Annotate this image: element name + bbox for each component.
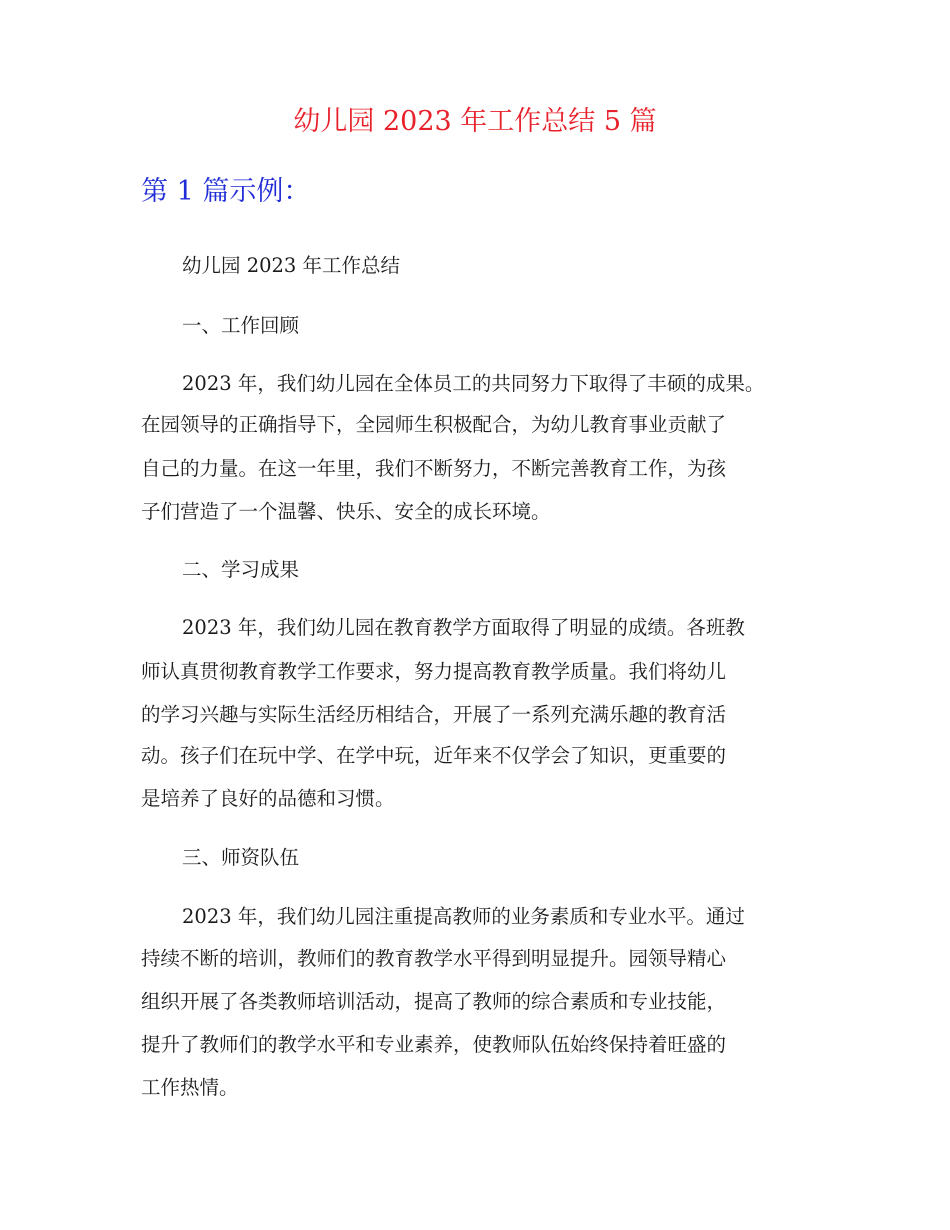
paragraph-line: 2023 年，我们幼儿园注重提高教师的业务素质和专业水平。通过 — [182, 905, 745, 928]
paragraph-line: 师认真贯彻教育教学工作要求，努力提高教育教学质量。我们将幼儿 — [141, 660, 727, 683]
section-heading: 二、学习成果 — [182, 558, 300, 581]
example-heading: 第 1 篇示例： — [141, 176, 311, 207]
paragraph-line: 自己的力量。在这一年里，我们不断努力，不断完善教育工作，为孩 — [141, 457, 727, 480]
paragraph-line: 持续不断的培训，教师们的教育教学水平得到明显提升。园领导精心 — [141, 947, 727, 970]
paragraph-line: 2023 年，我们幼儿园在全体员工的共同努力下取得了丰硕的成果。 — [182, 372, 765, 395]
section-heading: 三、师资队伍 — [182, 846, 300, 869]
summary-subtitle: 幼儿园 2023 年工作总结 — [182, 254, 401, 277]
paragraph-line: 2023 年，我们幼儿园在教育教学方面取得了明显的成绩。各班教 — [182, 616, 745, 639]
paragraph-line: 子们营造了一个温馨、快乐、安全的成长环境。 — [141, 500, 551, 523]
paragraph-line: 提升了教师们的教学水平和专业素养，使教师队伍始终保持着旺盛的 — [141, 1033, 727, 1056]
paragraph-line: 的学习兴趣与实际生活经历相结合，开展了一系列充满乐趣的教育活 — [141, 703, 727, 726]
paragraph-line: 在园领导的正确指导下，全园师生积极配合，为幼儿教育事业贡献了 — [141, 413, 727, 436]
paragraph-line: 组织开展了各类教师培训活动，提高了教师的综合素质和专业技能， — [141, 990, 727, 1013]
paragraph-line: 是培养了良好的品德和习惯。 — [141, 787, 395, 810]
paragraph-line: 动。孩子们在玩中学、在学中玩，近年来不仅学会了知识，更重要的 — [141, 744, 727, 767]
paragraph-line: 工作热情。 — [141, 1076, 239, 1099]
section-heading: 一、工作回顾 — [182, 314, 300, 337]
document-title: 幼儿园 2023 年工作总结 5 篇 — [293, 106, 657, 137]
